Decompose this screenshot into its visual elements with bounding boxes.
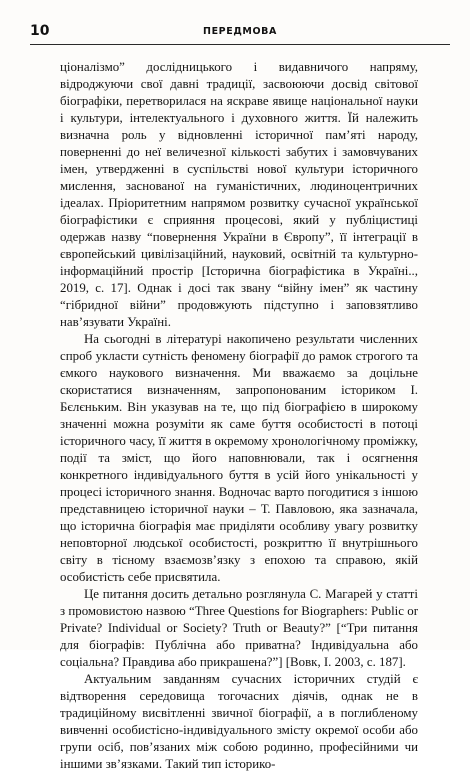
running-head bbox=[30, 18, 450, 45]
paragraph: Актуальним завданням сучасних історичних студій є відтворення середовища тогочасних діячів, однак не в традиційному висвітленні звичної біографії, а в поглибленому вивченні особистісно-індивідуального змісту окремої особи або групи осіб, пов’язаних між собою родинно, професійними чи іншими зв’язками. Такий тип історико- bbox=[60, 672, 418, 771]
section-title: ПЕРЕДМОВА bbox=[203, 26, 277, 37]
paragraph-continued: ціоналізмо” дослідницького і видавничого напряму, відроджуючи свої давні традиції, засвоюючи досвід світової біографіки, перетворилася на яскраве явище національної науки і культури, інтелектуального і духовного життя. Їй належить визначна роль у відновленні історичної пам’яті народу, поверненні до неї величезної кількості забутих і замовчуваних імен, утвердженні в суспільстві нової культури історичного мислення, заснованої на гуманістичних, людиноцентричних ідеалах. Пріоритетним напрямом розвитку сучасної української біографістики є сприяння процесові, який у публіцистиці одержав назву “повернення України в Європу”, її інтеграції в європейський цивілізаційний, науковий, освітній та культурно-інформаційний простір [Історична біографістика в Україні.., 2019, с. 17]. Однак і досі так звану “війну імен” як частину “гібридної війни” продовжують підступно і заповзятливо нав’язувати Україні. bbox=[60, 60, 418, 329]
paragraph: Це питання досить детально розглянула С. Магарей у статті з промовистою назвою “Three Questions for Biographers: Public or Private? Individual or Society? Truth or Beauty?” [“Три питання для біографів: Публічна або приватна? Індивідуальна або соціальна? Правдива або прикрашена?”] [Вовк, І. 2003, с. 187]. bbox=[60, 587, 418, 669]
paragraph: На сьогодні в літературі накопичено результати численних спроб укласти сутність феномену біографії до рамок строгого та ємкого наукового визначення. Ми вважаємо за доцільне скористатися визначенням, запропонованим істориком І. Бєлєньким. Він указував на те, що під біографією в широкому значенні можна розуміти як саме буття особистості в потоці історичного часу, її життя в окремому хронологічному проміжку, події та зміст, що його наповнювали, так і осягнення конкретного індивідуального буття в усій його унікальності у процесі історичного знання. Водночас варто погодитися з іншою представницею історичної науки – Т. Павловою, яка зазначала, що історична біографія має приділяти особливу увагу розвитку неповторної людської особистості, розкриттю її внутрішнього світу в тісному взаємозв’язку з епохою та справою, якій особистість себе присвятила. bbox=[60, 332, 418, 584]
body-text bbox=[60, 59, 418, 773]
page-number: 10 bbox=[30, 23, 50, 39]
